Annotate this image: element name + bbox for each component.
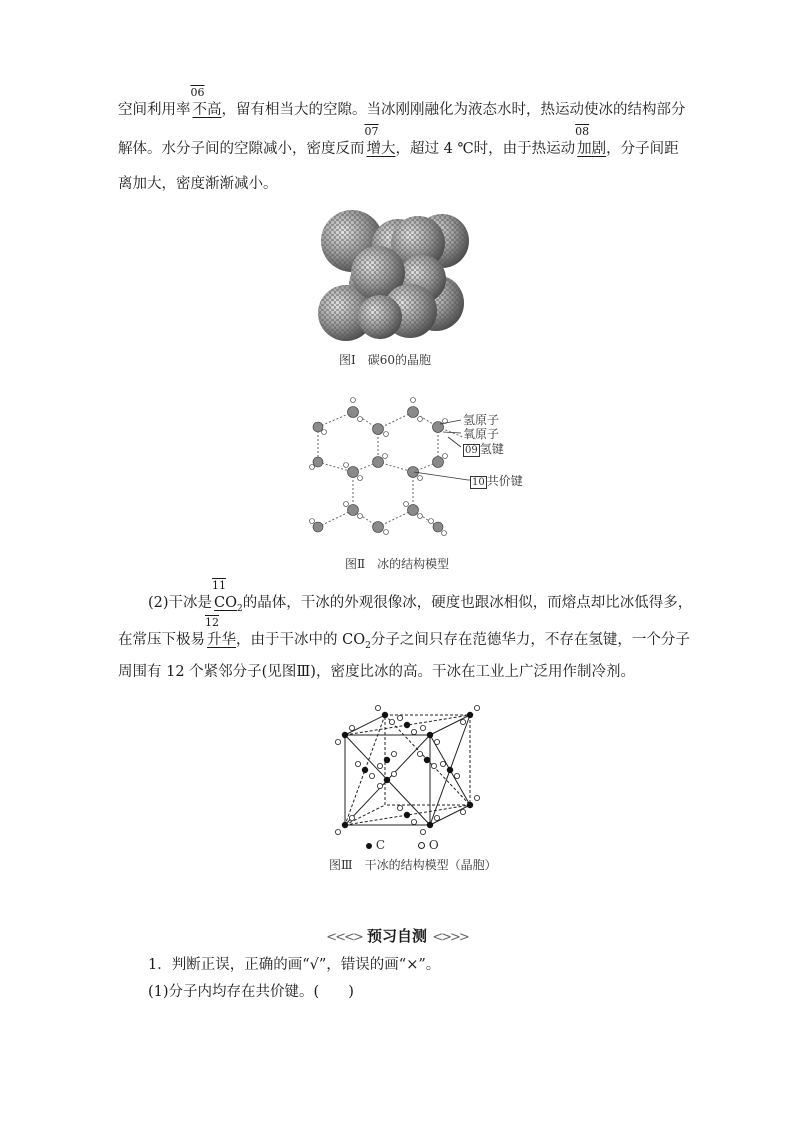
answer-blank-12: [205, 616, 236, 650]
text-span: 解体。水分子间的空隙减小，密度反而: [118, 141, 365, 157]
text-span: ，分子间距: [606, 141, 679, 157]
black-dot-icon: [366, 843, 372, 849]
label-oxygen-atom: 氧原子: [463, 427, 500, 441]
left-chevron-ornament-icon: <<<>: [326, 930, 362, 945]
subscript: 2: [365, 640, 371, 651]
dry-ice-cell-figure: [330, 700, 500, 840]
blank-answer: 增大: [366, 141, 396, 157]
para1-line2: [118, 125, 679, 159]
answer-blank-08: [575, 125, 607, 159]
legend-oxygen: [418, 838, 439, 852]
label-covalent-bond: [470, 472, 523, 489]
answer-blank-06: [190, 86, 222, 120]
text-span: ，超过 4 ℃时，由于热运动: [395, 141, 576, 157]
c60-crystal-figure: [310, 205, 470, 345]
blank-number: 07: [364, 125, 379, 138]
label-text: 氢键: [479, 442, 504, 456]
blank-answer: CO: [214, 595, 238, 611]
blank-answer: 升华: [207, 632, 236, 648]
blank-number: 06: [190, 86, 205, 99]
question-item-1: (1)分子内均存在共价键。( ): [148, 984, 354, 1000]
text-span: 空间利用率: [118, 102, 191, 118]
para2-line2: [118, 616, 690, 656]
legend-carbon: [366, 838, 385, 852]
text-span: 离加大，密度渐渐减小。: [118, 176, 278, 192]
answer-blank-11: [212, 579, 243, 619]
blank-answer: 不高: [192, 102, 222, 118]
carbon-atoms: [342, 712, 473, 828]
para2-line3: [118, 662, 635, 682]
text-span: ，由于干冰中的 CO: [236, 632, 366, 648]
text-span: 周围有 12 个紧邻分子(见图Ⅲ)，密度比冰的高。干冰在工业上广泛用作制冷剂。: [118, 664, 635, 680]
text-span: ，留有相当大的空隙。当冰刚刚融化为液态水时，热运动使冰的结构部分: [221, 102, 686, 118]
blank-answer: 加剧: [577, 141, 607, 157]
text-span: 的晶体，干冰的外观很像冰，硬度也跟冰相似，而熔点却比冰低得多，: [242, 595, 693, 611]
figure-caption: 图Ⅲ 干冰的结构模型（晶胞）: [329, 858, 497, 872]
c60-molecules: [318, 210, 469, 341]
blank-number: 08: [575, 125, 590, 138]
para1-line1: [118, 86, 686, 120]
blank-number: 11: [212, 579, 227, 592]
figure-caption: 图Ⅰ 碳60的晶胞: [339, 353, 432, 367]
label-hydrogen-bond: [463, 440, 504, 457]
figure-caption: 图Ⅱ 冰的结构模型: [345, 557, 450, 571]
legend-label: C: [375, 838, 386, 852]
text-span: 分子之间只存在范德华力，不存在氢键，一个分子: [370, 632, 690, 648]
legend-label: O: [428, 838, 439, 852]
section-heading: [0, 925, 794, 946]
ice-structure-figure: [298, 392, 538, 542]
white-dot-icon: [418, 842, 425, 849]
answer-blank-07: [364, 125, 396, 159]
para1-line3: [118, 174, 278, 194]
label-text: 共价键: [486, 474, 523, 488]
answer-box-09: 09: [465, 445, 478, 456]
answer-box-10: 10: [472, 477, 485, 488]
question-stem: 1．判断正误，正确的画“√”，错误的画“×”。: [148, 957, 441, 973]
right-chevron-ornament-icon: <>>>: [432, 930, 468, 945]
section-title: 预习自测: [366, 927, 427, 945]
oxygen-atoms: [313, 407, 444, 533]
text-span: 在常压下极易: [118, 632, 205, 648]
blank-number: 12: [205, 616, 219, 629]
para2-line1: [148, 579, 693, 619]
label-hydrogen-atom: 氢原子: [463, 413, 500, 427]
text-span: (2)干冰是: [148, 595, 213, 611]
subscript: 2: [237, 603, 243, 614]
